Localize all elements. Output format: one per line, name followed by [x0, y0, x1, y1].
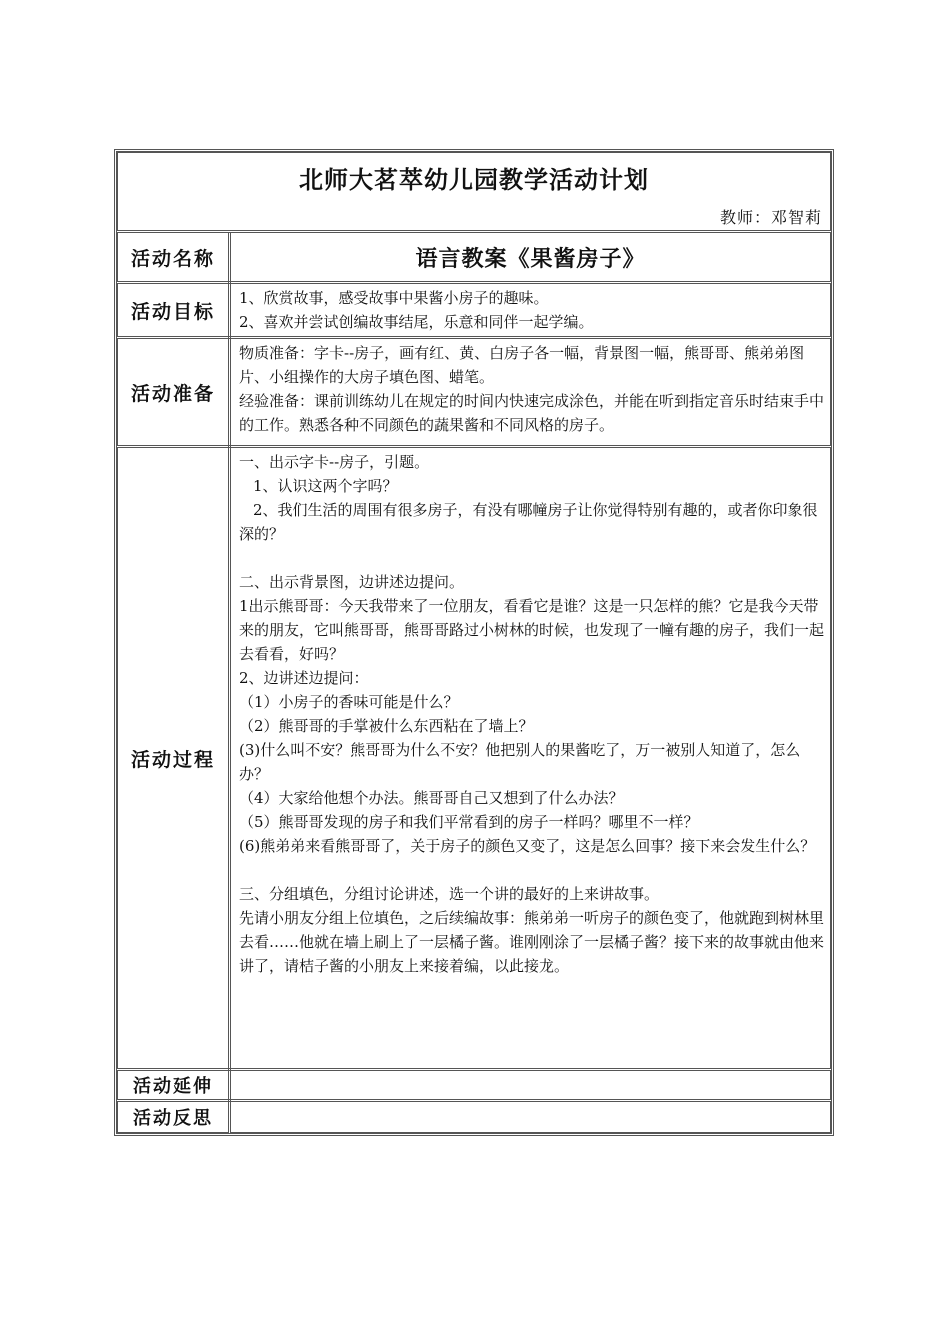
paragraph: 2、边讲述边提问： — [239, 669, 369, 687]
experience-preparation: 经验准备：课前训练幼儿在规定的时间内快速完成涂色，并能在听到指定音乐时结束手中的工作。熟悉各种不同颜色的蔬果酱和不同风格的房子。 — [239, 392, 825, 434]
activity-preparation-row — [118, 338, 831, 447]
section-heading: 二、出示背景图，边讲述边提问。 — [239, 573, 465, 591]
lesson-plan-form — [114, 149, 834, 1136]
section-heading: 一、出示字卡--房子，引题。 — [239, 453, 430, 471]
paragraph: 1出示熊哥哥：今天我带来了一位朋友，看看它是谁？这是一只怎样的熊？它是我今天带来的朋友，它叫熊哥哥，熊哥哥路过小树林的时候，也发现了一幢有趣的房子，我们一起去看看，好吗？ — [239, 597, 825, 663]
question-line: （1）小房子的香味可能是什么？ — [239, 693, 459, 711]
activity-goals-row — [118, 283, 831, 338]
activity-extension-value — [230, 1070, 831, 1101]
activity-process-row — [118, 447, 831, 1070]
activity-reflection-row — [118, 1101, 831, 1133]
question-line: (6)熊弟弟来看熊哥哥了，关于房子的颜色又变了，这是怎么回事？接下来会发生什么？ — [239, 837, 816, 855]
goal-line: 1、欣赏故事，感受故事中果酱小房子的趣味。 — [239, 289, 549, 307]
question-line: 1、认识这两个字吗？ — [253, 477, 398, 495]
activity-goals-content — [230, 283, 831, 338]
question-line: (3)什么叫不安？熊哥哥为什么不安？他把别人的果酱吃了，万一被别人知道了，怎么办？ — [239, 741, 801, 783]
page-title: 北师大茗萃幼儿园教学活动计划 — [118, 153, 831, 203]
question-line: （4）大家给他想个办法。熊哥哥自己又想到了什么办法？ — [239, 789, 624, 807]
activity-extension-row — [118, 1070, 831, 1101]
activity-process-label: 活动过程 — [118, 447, 230, 1070]
paragraph: 先请小朋友分组上位填色，之后续编故事：熊弟弟一听房子的颜色变了，他就跑到树林里去看……他就在墙上刷上了一层橘子酱。谁刚刚涂了一层橘子酱？接下来的故事就由他来讲了，请桔子酱的小朋友上来接着编，以此接龙。 — [239, 909, 825, 975]
activity-extension-label: 活动延伸 — [118, 1070, 230, 1101]
question-line: （5）熊哥哥发现的房子和我们平常看到的房子一样吗？哪里不一样？ — [239, 813, 699, 831]
lesson-plan-table — [117, 152, 831, 1133]
activity-name-value: 语言教案《果酱房子》 — [230, 232, 831, 283]
question-line: （2）熊哥哥的手掌被什么东西粘在了墙上？ — [239, 717, 534, 735]
section-heading: 三、分组填色，分组讨论讲述，选一个讲的最好的上来讲故事。 — [239, 885, 660, 903]
activity-preparation-label: 活动准备 — [118, 338, 230, 447]
activity-name-label: 活动名称 — [118, 232, 230, 283]
activity-goals-label: 活动目标 — [118, 283, 230, 338]
activity-name-row — [118, 232, 831, 283]
goal-line: 2、喜欢并尝试创编故事结尾，乐意和同伴一起学编。 — [239, 313, 594, 331]
teacher-name: 教师：邓智莉 — [118, 202, 831, 232]
material-preparation: 物质准备：字卡--房子，画有红、黄、白房子各一幅，背景图一幅，熊哥哥、熊弟弟图片、小组操作的大房子填色图、蜡笔。 — [239, 344, 805, 386]
question-line: 2、我们生活的周围有很多房子，有没有哪幢房子让你觉得特别有趣的，或者你印象很深的？ — [239, 501, 818, 543]
activity-preparation-content — [230, 338, 831, 447]
activity-process-content — [230, 447, 831, 1070]
activity-reflection-value — [230, 1101, 831, 1133]
activity-reflection-label: 活动反思 — [118, 1101, 230, 1133]
